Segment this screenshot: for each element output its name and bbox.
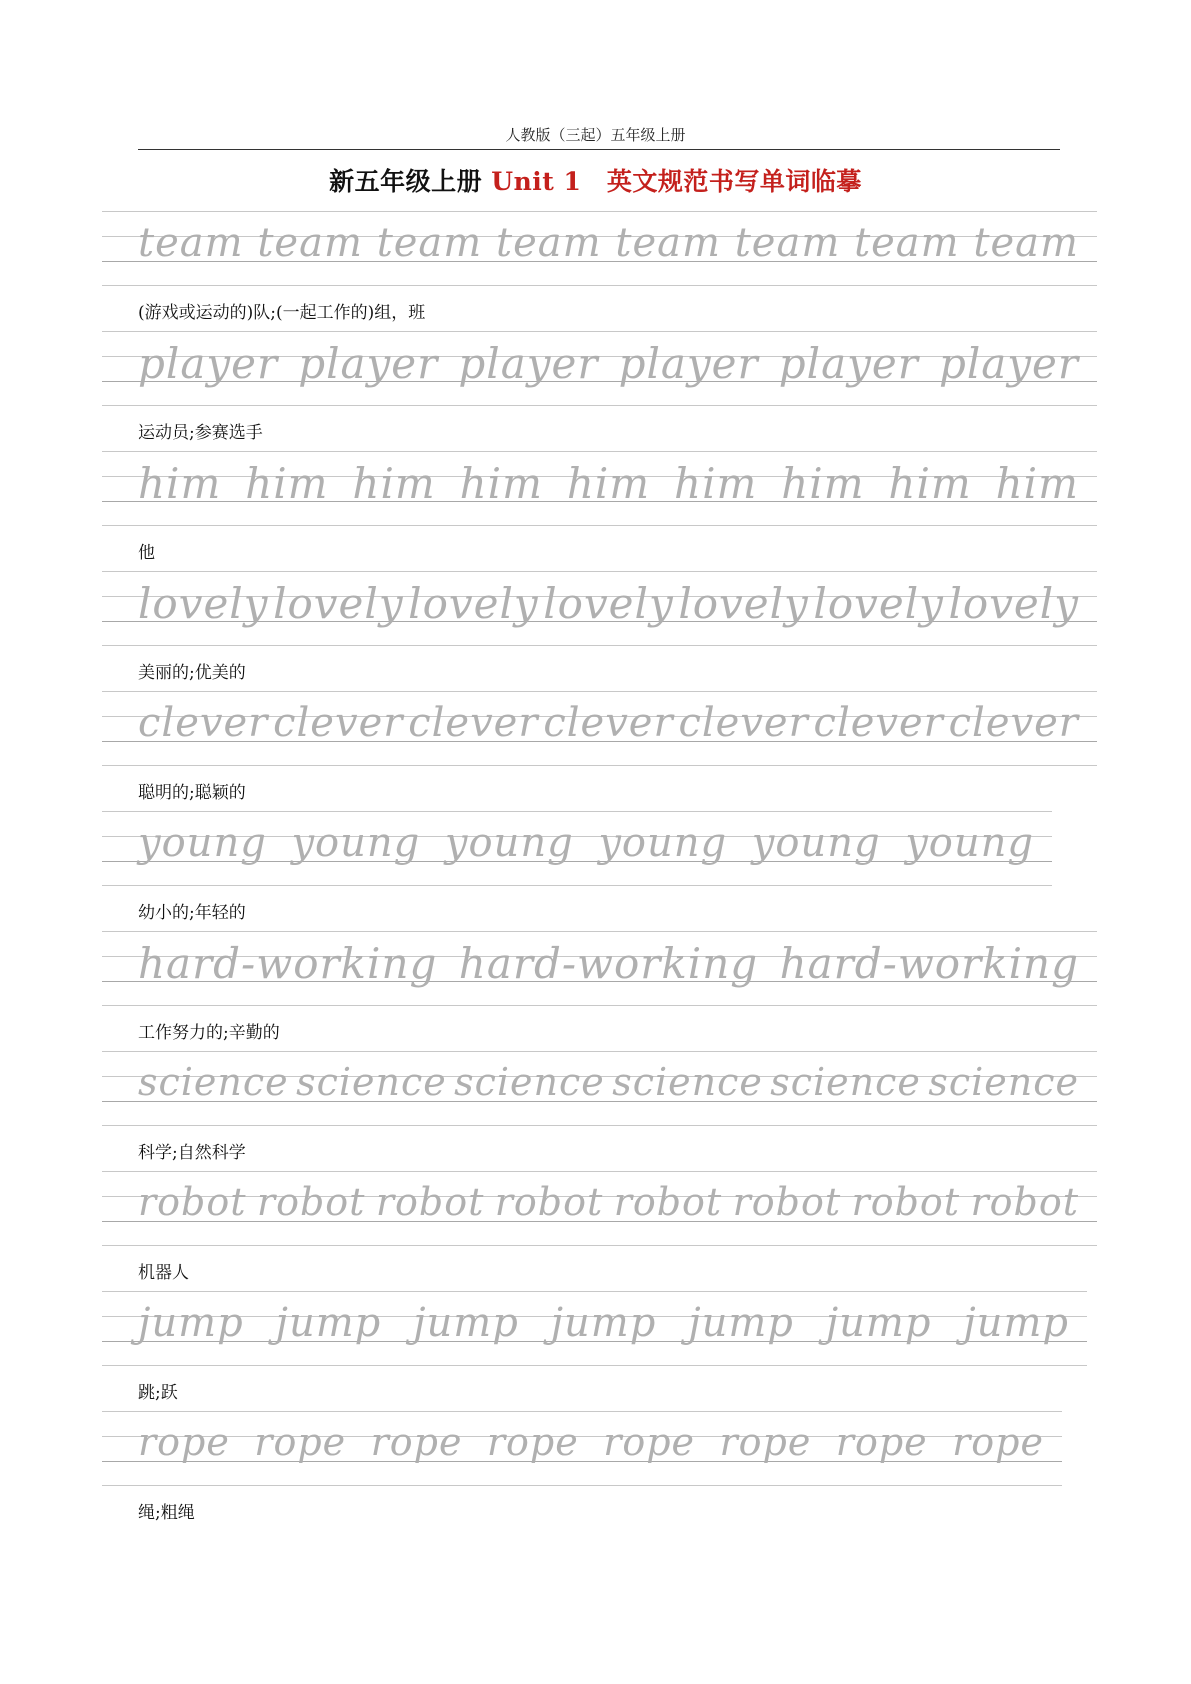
trace-word-row <box>138 571 1079 646</box>
word-entry-hard-working <box>0 931 1191 1050</box>
word-meaning: 绳;粗绳 <box>138 1503 195 1523</box>
trace-word-row <box>138 931 1079 1006</box>
word-meaning: 聪明的;聪颖的 <box>138 783 246 803</box>
trace-word: jump <box>138 1300 244 1346</box>
trace-word-row <box>138 1171 1079 1246</box>
word-meaning: 运动员;参赛选手 <box>138 423 263 443</box>
trace-word: jump <box>825 1300 932 1346</box>
trace-word: robot <box>256 1180 366 1224</box>
trace-word: him <box>245 459 329 508</box>
word-entry-lovely <box>0 571 1191 690</box>
trace-word: team <box>496 220 602 266</box>
word-entry-team <box>0 211 1191 330</box>
trace-word: him <box>352 459 436 508</box>
trace-word: rope <box>952 1420 1044 1464</box>
trace-word: jump <box>688 1300 794 1346</box>
trace-word: team <box>615 220 721 266</box>
trace-word: science <box>454 1060 605 1104</box>
trace-word: lovely <box>273 579 404 628</box>
trace-word: player <box>458 339 599 388</box>
trace-word: clever <box>408 700 539 746</box>
trace-word: him <box>138 459 222 508</box>
trace-word: clever <box>138 700 269 746</box>
trace-word: young <box>751 820 881 866</box>
trace-word: hard-working <box>779 939 1079 988</box>
trace-word-row <box>138 1291 1069 1366</box>
trace-word: hard-working <box>138 939 438 988</box>
trace-word: team <box>257 220 363 266</box>
word-meaning: 美丽的;优美的 <box>138 663 246 683</box>
trace-word: player <box>138 339 279 388</box>
word-meaning: 幼小的;年轻的 <box>138 903 246 923</box>
trace-word: rope <box>370 1420 463 1464</box>
trace-word: team <box>376 220 483 266</box>
trace-word: science <box>138 1060 289 1104</box>
title-unit: Unit 1 英文规范书写单词临摹 <box>491 167 862 196</box>
trace-word: jump <box>413 1300 519 1346</box>
trace-word: robot <box>613 1180 723 1224</box>
word-meaning: 科学;自然科学 <box>138 1143 246 1163</box>
word-meaning: 机器人 <box>138 1263 189 1283</box>
trace-word-row <box>138 451 1079 526</box>
trace-word: rope <box>138 1420 230 1464</box>
trace-word: clever <box>948 700 1079 746</box>
trace-word: rope <box>835 1420 928 1464</box>
trace-word: jump <box>963 1300 1069 1346</box>
trace-word: young <box>138 820 267 866</box>
word-meaning: 他 <box>138 543 155 563</box>
trace-word-row <box>138 1051 1079 1126</box>
word-entry-him <box>0 451 1191 570</box>
word-entry-young <box>0 811 1191 930</box>
trace-word-row <box>138 211 1079 286</box>
trace-word-row <box>138 811 1034 886</box>
trace-word: rope <box>254 1420 347 1464</box>
word-entry-rope <box>0 1411 1191 1530</box>
trace-word: clever <box>678 700 809 746</box>
trace-word: him <box>995 459 1079 508</box>
trace-word: player <box>778 339 919 388</box>
trace-word: young <box>291 820 421 866</box>
trace-word: jump <box>550 1300 657 1346</box>
trace-word: robot <box>851 1180 961 1224</box>
word-entry-player <box>0 331 1191 450</box>
trace-word-row <box>138 1411 1044 1486</box>
trace-word: clever <box>543 700 674 746</box>
trace-word: young <box>598 820 728 866</box>
trace-word: lovely <box>948 579 1079 628</box>
trace-word: lovely <box>813 579 944 628</box>
trace-word: him <box>459 459 543 508</box>
trace-word: science <box>928 1060 1079 1104</box>
trace-word: lovely <box>138 579 269 628</box>
trace-word: robot <box>970 1180 1079 1224</box>
word-entry-jump <box>0 1291 1191 1410</box>
word-meaning: 工作努力的;辛勤的 <box>138 1023 280 1043</box>
trace-word: team <box>973 220 1079 266</box>
trace-word: lovely <box>408 579 539 628</box>
trace-word: robot <box>494 1180 604 1224</box>
trace-word: him <box>888 459 972 508</box>
trace-word-row <box>138 331 1079 406</box>
trace-word: him <box>781 459 865 508</box>
header-divider <box>138 149 1060 150</box>
trace-word: clever <box>273 700 404 746</box>
word-entry-clever <box>0 691 1191 810</box>
word-meaning: 跳;跃 <box>138 1383 178 1403</box>
trace-word: lovely <box>543 579 674 628</box>
trace-word: him <box>674 459 758 508</box>
trace-word: him <box>566 459 651 508</box>
trace-word-row <box>138 691 1079 766</box>
trace-word: jump <box>275 1300 382 1346</box>
word-entry-science <box>0 1051 1191 1170</box>
trace-word: young <box>905 820 1034 866</box>
trace-word: player <box>938 339 1079 388</box>
trace-word: science <box>770 1060 921 1104</box>
trace-word: clever <box>813 700 944 746</box>
trace-word: rope <box>603 1420 696 1464</box>
title-grade: 新五年级上册 <box>329 167 492 196</box>
trace-word: team <box>854 220 960 266</box>
trace-word: robot <box>138 1180 247 1224</box>
trace-word: rope <box>719 1420 812 1464</box>
page-title <box>0 162 1191 198</box>
trace-word: player <box>618 339 759 388</box>
trace-word: young <box>444 820 574 866</box>
trace-word: rope <box>486 1420 579 1464</box>
word-entry-robot <box>0 1171 1191 1290</box>
trace-word: science <box>612 1060 763 1104</box>
running-header: 人教版（三起）五年级上册 <box>505 126 686 144</box>
trace-word: robot <box>732 1180 842 1224</box>
trace-word: team <box>138 220 244 266</box>
trace-word: lovely <box>678 579 809 628</box>
trace-word: team <box>734 220 841 266</box>
word-meaning: (游戏或运动的)队;(一起工作的)组，班 <box>138 303 426 323</box>
trace-word: robot <box>375 1180 485 1224</box>
trace-word: science <box>296 1060 447 1104</box>
trace-word: player <box>298 339 439 388</box>
trace-word: hard-working <box>458 939 759 988</box>
